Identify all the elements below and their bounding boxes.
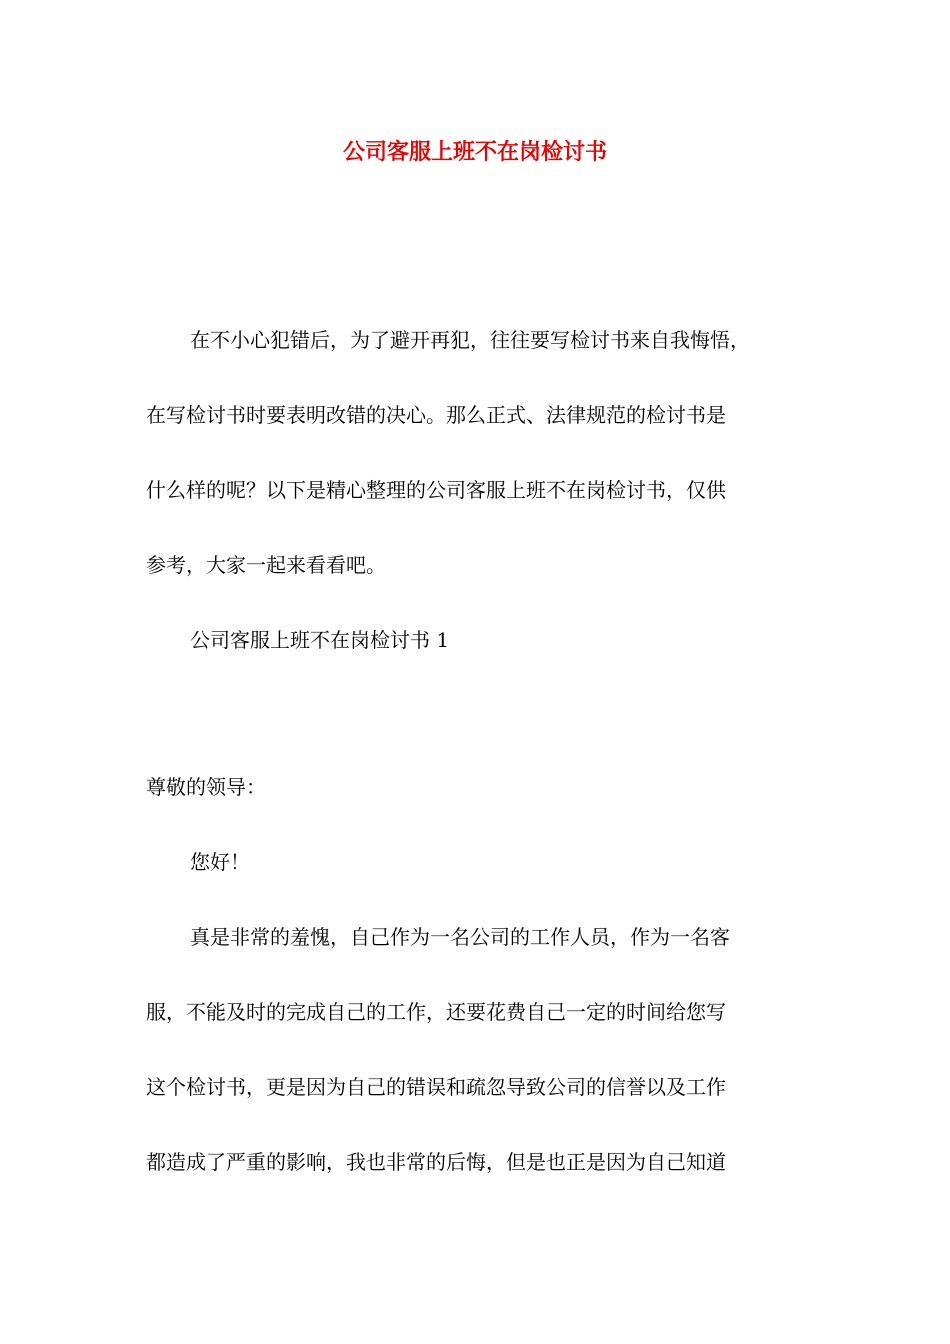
body-line-2: 服，不能及时的完成自己的工作，还要花费自己一定的时间给您写 <box>146 1000 726 1024</box>
section-heading: 公司客服上班不在岗检讨书 1 <box>190 628 450 652</box>
document-title: 公司客服上班不在岗检讨书 <box>342 139 607 165</box>
body-line-1: 真是非常的羞愧，自己作为一名公司的工作人员，作为一名客 <box>190 925 730 949</box>
intro-line-1: 在不小心犯错后，为了避开再犯，往往要写检讨书来自我悔悟， <box>190 328 750 352</box>
greeting: 您好！ <box>190 850 250 874</box>
body-line-4: 都造成了严重的影响，我也非常的后悔，但是也正是因为自己知道 <box>146 1150 726 1174</box>
intro-line-2: 在写检讨书时要表明改错的决心。那么正式、法律规范的检讨书是 <box>146 403 726 427</box>
intro-line-3: 什么样的呢？以下是精心整理的公司客服上班不在岗检讨书，仅供 <box>146 478 726 502</box>
intro-line-4: 参考，大家一起来看看吧。 <box>146 553 386 577</box>
body-line-3: 这个检讨书，更是因为自己的错误和疏忽导致公司的信誉以及工作 <box>146 1075 726 1099</box>
salutation: 尊敬的领导： <box>146 775 266 799</box>
